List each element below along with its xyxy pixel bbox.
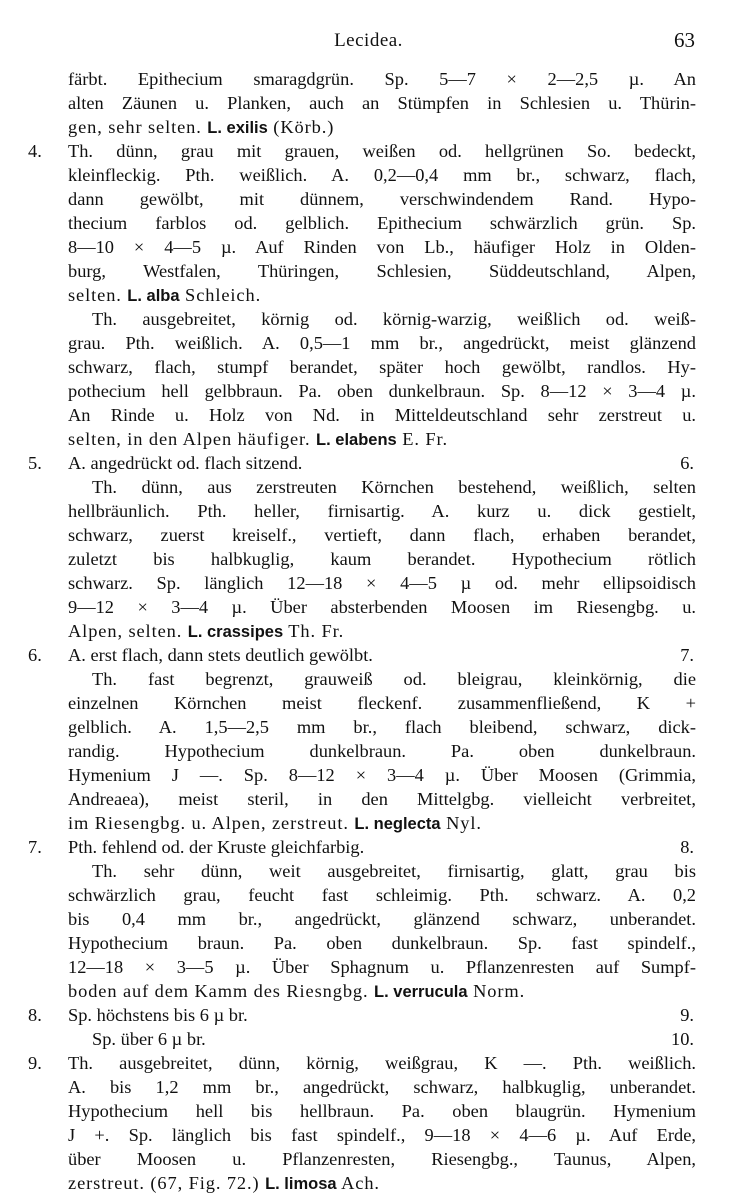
species-author: Norm. xyxy=(467,981,526,1001)
line-text: An Rinde u. Holz von Nd. in Mitteldeutschland sehr zerstreut u. xyxy=(68,405,696,425)
line-text: alten Zäunen u. Planken, auch an Stümpfen in Schlesien u. Thürin- xyxy=(68,93,696,113)
species-author: Ach. xyxy=(336,1173,380,1193)
text-line xyxy=(68,1171,696,1195)
text-line xyxy=(68,811,696,835)
text-line xyxy=(28,1051,696,1075)
text-line xyxy=(28,451,696,475)
text-line xyxy=(68,547,696,571)
species-name: L. limosa xyxy=(265,1175,337,1193)
line-text: einzelnen Körnchen meist fleckenf. zusammenfließend, K + xyxy=(68,693,696,713)
text-line xyxy=(68,163,696,187)
couplet-reference: 7. xyxy=(680,645,694,665)
text-line xyxy=(68,379,696,403)
line-text: gelblich. A. 1,5—2,5 mm br., flach bleibend, schwarz, dick- xyxy=(68,717,696,737)
text-line xyxy=(68,955,696,979)
line-text: Alpen, selten. xyxy=(68,621,183,641)
text-body xyxy=(28,67,696,1195)
species-name: L. neglecta xyxy=(354,815,441,833)
text-line xyxy=(68,979,696,1003)
text-line xyxy=(68,67,696,91)
line-text: Andreaea), meist steril, in den Mittelgbg. vielleicht verbreitet, xyxy=(68,789,696,809)
couplet-number: 9. xyxy=(28,1053,42,1073)
line-text: thecium farblos od. gelblich. Epithecium schwärzlich grün. Sp. xyxy=(68,213,696,233)
line-text: A. erst flach, dann stets deutlich gewölbt. xyxy=(68,645,373,665)
text-line xyxy=(68,523,696,547)
line-text: Hypothecium hell bis hellbraun. Pa. oben blaugrün. Hymenium xyxy=(68,1101,696,1121)
line-text: Th. ausgebreitet, dünn, körnig, weißgrau, K —. Pth. weißlich. xyxy=(68,1053,696,1073)
text-line xyxy=(68,1099,696,1123)
text-line xyxy=(68,259,696,283)
line-text: selten, in den Alpen häufiger. xyxy=(68,429,311,449)
text-line xyxy=(68,739,696,763)
text-line xyxy=(68,235,696,259)
text-line xyxy=(68,211,696,235)
line-text: selten. xyxy=(68,285,122,305)
line-text: schwarz, flach, stumpf berandet, später hoch gewölbt, randlos. Hy- xyxy=(68,357,696,377)
line-text: Th. dünn, aus zerstreuten Körnchen bestehend, weißlich, selten xyxy=(92,477,696,497)
line-text: gen, sehr selten. xyxy=(68,117,202,137)
text-line xyxy=(68,1147,696,1171)
line-text: hellbräunlich. Pth. heller, firnisartig. A. kurz u. dick gestielt, xyxy=(68,501,696,521)
line-text: grau. Pth. weißlich. A. 0,5—1 mm br., angedrückt, meist glänzend xyxy=(68,333,696,353)
text-line xyxy=(68,595,696,619)
text-line xyxy=(68,355,696,379)
species-author: E. Fr. xyxy=(396,429,448,449)
line-text: schwärzlich grau, feucht fast schleimig. Pth. schwarz. A. 0,2 xyxy=(68,885,696,905)
line-text: randig. Hypothecium dunkelbraun. Pa. oben dunkelbraun. xyxy=(68,741,696,761)
line-text: 8—10 × 4—5 µ. Auf Rinden von Lb., häufiger Holz in Olden- xyxy=(68,237,696,257)
text-line xyxy=(68,763,696,787)
text-line xyxy=(68,619,696,643)
page-number: 63 xyxy=(674,28,695,52)
text-line xyxy=(68,403,696,427)
species-author: Th. Fr. xyxy=(283,621,345,641)
line-text: bis 0,4 mm br., angedrückt, glänzend schwarz, unberandet. xyxy=(68,909,696,929)
text-line xyxy=(68,91,696,115)
line-text: zerstreut. (67, Fig. 72.) xyxy=(68,1173,260,1193)
line-text: pothecium hell gelbbraun. Pa. oben dunkelbraun. Sp. 8—12 × 3—4 µ. xyxy=(68,381,696,401)
line-text: färbt. Epithecium smaragdgrün. Sp. 5—7 × 2—2,5 µ. An xyxy=(68,69,696,89)
couplet-reference: 6. xyxy=(680,453,694,473)
line-text: A. angedrückt od. flach sitzend. xyxy=(68,453,303,473)
line-text: A. bis 1,2 mm br., angedrückt, schwarz, halbkuglig, unberandet. xyxy=(68,1077,696,1097)
text-line xyxy=(68,499,696,523)
page-header xyxy=(0,28,737,58)
line-text: dann gewölbt, mit dünnem, verschwindendem Rand. Hypo- xyxy=(68,189,696,209)
line-text: kleinfleckig. Pth. weißlich. A. 0,2—0,4 mm br., schwarz, flach, xyxy=(68,165,696,185)
text-line xyxy=(68,475,696,499)
line-text: Sp. über 6 µ br. xyxy=(92,1029,206,1049)
species-author: Nyl. xyxy=(440,813,482,833)
line-text: burg, Westfalen, Thüringen, Schlesien, Süddeutschland, Alpen, xyxy=(68,261,696,281)
species-author: (Körb.) xyxy=(267,117,335,137)
text-line xyxy=(68,283,696,307)
line-text: J +. Sp. länglich bis fast spindelf., 9—18 × 4—6 µ. Auf Erde, xyxy=(68,1125,696,1145)
line-text: Hypothecium braun. Pa. oben dunkelbraun. Sp. fast spindelf., xyxy=(68,933,696,953)
line-text: Th. dünn, grau mit grauen, weißen od. hellgrünen So. bedeckt, xyxy=(68,141,696,161)
line-text: schwarz, zuerst kreiself., vertieft, dann flach, erhaben berandet, xyxy=(68,525,696,545)
text-line xyxy=(68,187,696,211)
text-line xyxy=(68,1027,696,1051)
text-line xyxy=(68,667,696,691)
line-text: im Riesengbg. u. Alpen, zerstreut. xyxy=(68,813,349,833)
species-name: L. exilis xyxy=(207,119,268,137)
couplet-reference: 9. xyxy=(680,1005,694,1025)
running-title: Lecidea. xyxy=(334,30,403,51)
text-line xyxy=(68,427,696,451)
text-line xyxy=(68,931,696,955)
couplet-number: 5. xyxy=(28,453,42,473)
couplet-reference: 8. xyxy=(680,837,694,857)
text-line xyxy=(68,787,696,811)
line-text: Hymenium J —. Sp. 8—12 × 3—4 µ. Über Moosen (Grimmia, xyxy=(68,765,696,785)
line-text: Th. fast begrenzt, grauweiß od. bleigrau, kleinkörnig, die xyxy=(92,669,696,689)
couplet-number: 6. xyxy=(28,645,42,665)
line-text: Pth. fehlend od. der Kruste gleichfarbig. xyxy=(68,837,365,857)
text-line xyxy=(68,1123,696,1147)
couplet-number: 7. xyxy=(28,837,42,857)
line-text: 9—12 × 3—4 µ. Über absterbenden Moosen im Riesengbg. u. xyxy=(68,597,696,617)
text-line xyxy=(28,643,696,667)
text-line xyxy=(28,835,696,859)
text-line xyxy=(68,331,696,355)
text-line xyxy=(68,859,696,883)
text-line xyxy=(68,1075,696,1099)
text-line xyxy=(28,1003,696,1027)
species-author: Schleich. xyxy=(179,285,262,305)
line-text: zuletzt bis halbkuglig, kaum berandet. Hypothecium rötlich xyxy=(68,549,696,569)
couplet-number: 4. xyxy=(28,141,42,161)
line-text: Th. sehr dünn, weit ausgebreitet, firnisartig, glatt, grau bis xyxy=(92,861,696,881)
text-line xyxy=(68,115,696,139)
line-text: boden auf dem Kamm des Riesngbg. xyxy=(68,981,369,1001)
species-name: L. elabens xyxy=(316,431,397,449)
text-line xyxy=(68,907,696,931)
line-text: Sp. höchstens bis 6 µ br. xyxy=(68,1005,248,1025)
couplet-number: 8. xyxy=(28,1005,42,1025)
line-text: über Moosen u. Pflanzenresten, Riesengbg., Taunus, Alpen, xyxy=(68,1149,696,1169)
species-name: L. alba xyxy=(127,287,180,305)
species-name: L. crassipes xyxy=(187,623,284,641)
text-line xyxy=(68,571,696,595)
text-line xyxy=(68,307,696,331)
line-text: 12—18 × 3—5 µ. Über Sphagnum u. Pflanzenresten auf Sumpf- xyxy=(68,957,696,977)
text-line xyxy=(68,883,696,907)
line-text: Th. ausgebreitet, körnig od. körnig-warzig, weißlich od. weiß- xyxy=(92,309,696,329)
text-line xyxy=(68,691,696,715)
line-text: schwarz. Sp. länglich 12—18 × 4—5 µ od. mehr ellipsoidisch xyxy=(68,573,696,593)
couplet-reference: 10. xyxy=(671,1029,694,1049)
text-line xyxy=(28,139,696,163)
text-line xyxy=(68,715,696,739)
species-name: L. verrucula xyxy=(374,983,468,1001)
